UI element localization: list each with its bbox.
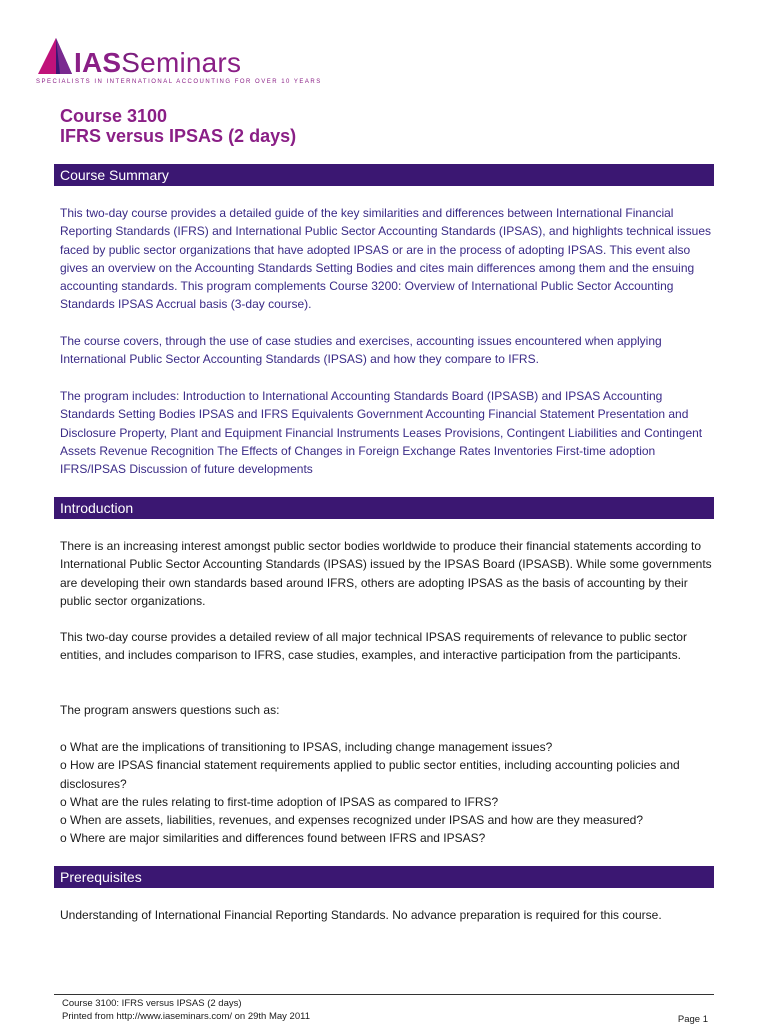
- section-heading-prerequisites: Prerequisites: [54, 866, 714, 888]
- list-item: o Where are major similarities and differences found between IFRS and IPSAS?: [60, 831, 486, 846]
- footer-divider: [54, 994, 714, 995]
- footer-course-line: Course 3100: IFRS versus IPSAS (2 days): [62, 998, 242, 1009]
- summary-paragraph-2: The course covers, through the use of case studies and exercises, accounting issues encountered when applying International Public Sector Accounting Standards (IPSAS) and how they compare to IFRS.: [60, 334, 662, 367]
- list-item: o What are the rules relating to first-time adoption of IPSAS as compared to IFRS?: [60, 794, 499, 809]
- iaseminars-logo: [36, 36, 336, 92]
- section-heading-introduction: Introduction: [54, 497, 714, 519]
- course-number: Course 3100: [60, 106, 168, 126]
- logo-triangle-icon: [36, 36, 74, 76]
- logo-wordmark: IASSeminars: [74, 47, 242, 78]
- course-title-block: [60, 106, 296, 146]
- questions-list: [60, 738, 720, 848]
- section-heading-course-summary: Course Summary: [54, 164, 714, 186]
- list-item: o How are IPSAS financial statement requirements applied to public sector entities, including accounting policies and disclosures?: [60, 758, 680, 791]
- summary-paragraph-3: The program includes: Introduction to International Accounting Standards Board (IPSASB) and IPSAS Accounting Standards Setting Bodies IPSAS and IFRS Equivalents Government Accounting Financial Statement Presentation and Disclosure Property, Plant and Equipment Financial Instruments Leases Provisions, Contingent Liabilities and Contingent Assets Revenue Recognition The Effects of Changes in Foreign Exchange Rates Inventories First-time adoption IFRS/IPSAS Discussion of future developments: [60, 389, 703, 477]
- course-title: IFRS versus IPSAS (2 days): [60, 126, 297, 146]
- prerequisites-text: Understanding of International Financial Reporting Standards. No advance preparation is required for this course.: [60, 908, 662, 922]
- page-number: Page 1: [677, 1014, 708, 1025]
- intro-paragraph-2: This two-day course provides a detailed review of all major technical IPSAS requirements of relevance to public sector entities, and includes comparison to IFRS, case studies, examples, and interactive participation from the participants.: [60, 630, 687, 663]
- summary-paragraph-1: This two-day course provides a detailed guide of the key similarities and differences between International Financial Reporting Standards (IFRS) and International Public Sector Accounting Standards (IPSAS), and highlights technical issues faced by public sector organizations that have adopted IPSAS or are in the process of adopting IPSAS. This event also gives an overview on the Accounting Standards Setting Bodies and cites main differences among them and the ensuing accounting standards. This program complements Course 3200: Overview of International Public Sector Accounting Standards IPSAS Accrual basis (3-day course).: [60, 206, 712, 312]
- intro-paragraph-1: There is an increasing interest amongst public sector bodies worldwide to produce their financial statements according to International Public Sector Accounting Standards (IPSAS) issued by the IPSAS Board (IPSASB). While some governments are developing their own standards based around IFRS, others are adopting IPSAS as the basis of accounting by their public sector organizations.: [60, 539, 712, 608]
- list-item: o What are the implications of transitioning to IPSAS, including change management issues?: [60, 740, 553, 754]
- page-footer: [62, 997, 708, 1023]
- intro-paragraph-3: The program answers questions such as:: [60, 703, 280, 717]
- footer-printed-line: Printed from http://www.iaseminars.com/ on 29th May 2011: [62, 1011, 310, 1022]
- logo-tagline: SPECIALISTS IN INTERNATIONAL ACCOUNTING FOR OVER 10 YEARS: [36, 79, 322, 85]
- list-item: o When are assets, liabilities, revenues, and expenses recognized under IPSAS and how are they measured?: [60, 813, 644, 828]
